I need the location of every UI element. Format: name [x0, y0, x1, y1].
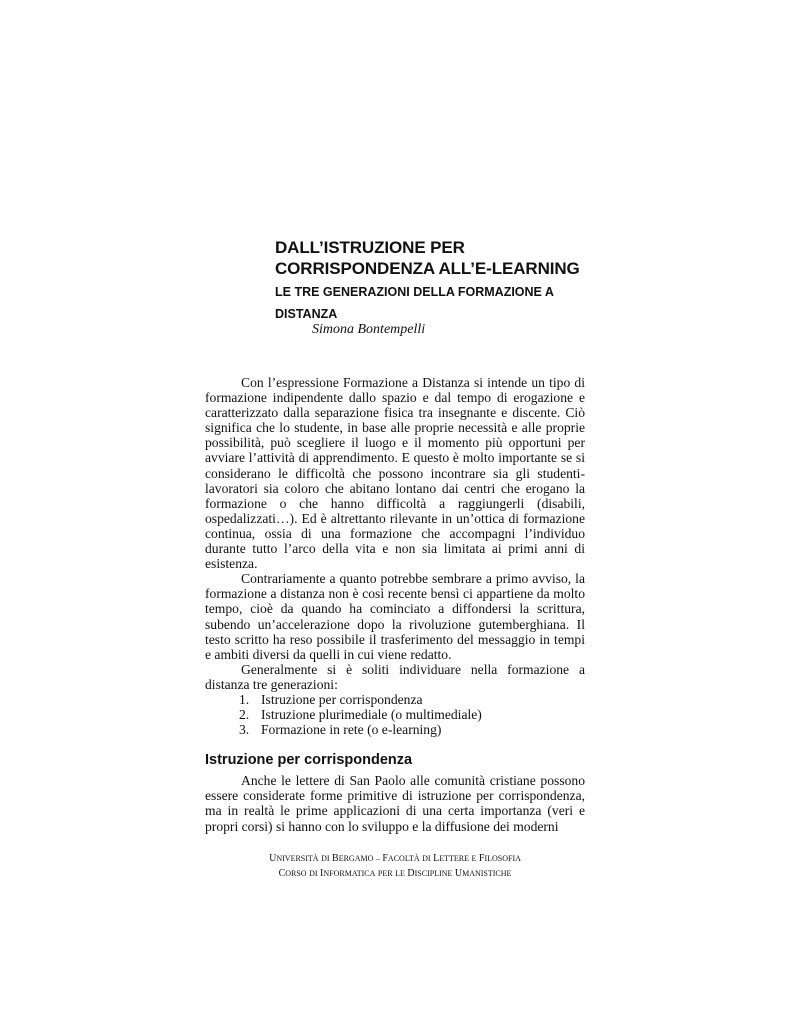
list-item-number: 2. [239, 707, 250, 723]
list-item-number: 3. [239, 722, 250, 738]
list-item-number: 1. [239, 691, 250, 707]
list-item-label: Istruzione per corrispondenza [261, 691, 423, 707]
paragraph-correspondence: Anche le lettere di San Paolo alle comunità cristiane possono essere considerate forme primitive di istruzione per corrispondenza, ma in realtà le prime applicazioni di una certa importanza (veri e propri corsi) si hanno con lo sviluppo e la diffusione dei moderni [205, 773, 585, 834]
paragraph-generations-intro: Generalmente si è soliti individuare nella formazione a distanza tre generazioni: [205, 661, 585, 692]
list-item-label: Formazione in rete (o e-learning) [261, 722, 442, 738]
list-item [239, 707, 585, 723]
footer-university-line: UNIVERSITÀ DI BERGAMO – FACOLTÀ DI LETTERE E FILOSOFIA [269, 853, 521, 864]
page-footer [205, 851, 585, 881]
article-body [205, 375, 585, 834]
paragraph-history: Contrariamente a quanto potrebbe sembrare a primo avviso, la formazione a distanza non è così recente bensì ci appartiene da molto tempo, cioè da quando ha cominciato a diffondersi la scrittura, subendo un’accelerazione dopo la rivoluzione gutemberghiana. Il testo scritto ha reso possibile il trasferimento del messaggio in tempi e ambiti diversi da quelli in cui viene redatto. [205, 571, 585, 662]
article-title-line-2: CORRISPONDENZA ALL’E-LEARNING [275, 259, 580, 278]
article-title [275, 237, 635, 279]
generations-list [205, 692, 585, 737]
article-subtitle-line-1: LE TRE GENERAZIONI DELLA FORMAZIONE A [275, 285, 554, 299]
author-name: Simona Bontempelli [312, 322, 426, 337]
list-item [239, 691, 585, 707]
section-heading: Istruzione per corrispondenza [205, 752, 413, 769]
article-subtitle [275, 281, 615, 325]
article-subtitle-line-2: DISTANZA [275, 307, 338, 321]
footer-course-line: CORSO DI INFORMATICA PER LE DISCIPLINE UMANISTICHE [278, 868, 512, 879]
paragraph-intro: Con l’espressione Formazione a Distanza si intende un tipo di formazione indipendente dallo spazio e dal tempo di erogazione e caratterizzato dalla separazione fisica tra insegnante e discente. Ciò significa che lo studente, in base alle proprie necessità e alle proprie possibilità, può scegliere il luogo e il momento più opportuni per avviare l’attività di apprendimento. E questo è molto importante se si considerano le difficoltà che possono incontrare sia gli studenti-lavoratori sia coloro che abitano lontano dai centri che erogano la formazione o che hanno difficoltà a raggiungerli (disabili, ospedalizzati…). Ed è altrettanto rilevante in un’ottica di formazione continua, ossia di una formazione che accompagni l’individuo durante tutto l’arco della vita e non sia limitata ai primi anni di esistenza. [205, 375, 585, 572]
list-item [239, 722, 585, 738]
article-title-line-1: DALL’ISTRUZIONE PER [275, 238, 465, 257]
list-item-label: Istruzione plurimediale (o multimediale) [261, 707, 482, 723]
